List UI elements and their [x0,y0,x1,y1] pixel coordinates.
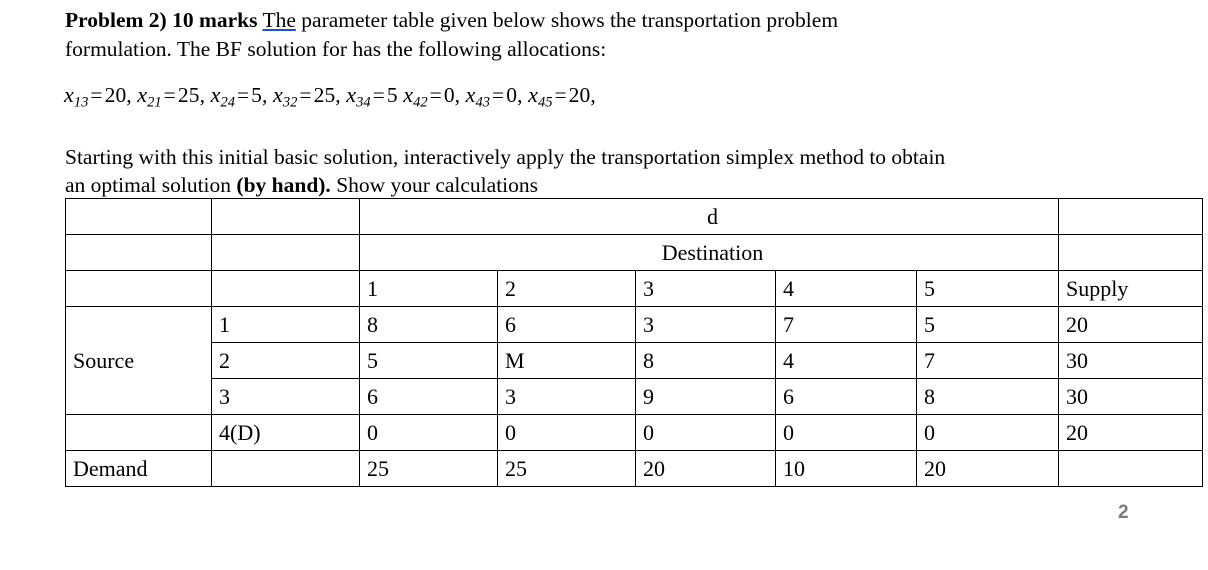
label-demand: Demand [66,451,212,487]
var-x-7: x [465,82,476,107]
eq-4: = [299,83,312,107]
var-x-8: x [528,82,538,107]
cost-2-3: 8 [636,343,776,379]
header-destination-2: 2 [498,271,636,307]
val-2: 25, [177,83,206,107]
cost-4-3: 0 [636,415,776,451]
cell-destination-title: Destination [360,235,1059,271]
eq-5: = [372,83,385,107]
cell-blank-r1c1 [66,199,212,235]
table-row-source-2 [66,343,1203,379]
cost-2-5: 7 [917,343,1059,379]
cost-4-5: 0 [917,415,1059,451]
demand-3: 20 [636,451,776,487]
eq-3: = [236,83,250,107]
val-7: 0, [506,83,523,107]
sub-5: 34 [356,94,371,111]
var-x-5: x [346,82,357,107]
sub-8: 45 [537,94,553,111]
eq-8: = [554,83,567,107]
demand-5: 20 [917,451,1059,487]
allocation-term-7 [465,82,523,111]
var-x-1: x [64,82,74,107]
cell-blank-r8c2 [212,451,360,487]
sub-4: 32 [282,94,298,111]
val-4: 25, [313,83,341,107]
sub-1: 13 [73,94,89,111]
sub-7: 43 [475,94,491,111]
table-row-column-headers [66,271,1203,307]
cost-1-2: 6 [498,307,636,343]
cell-blank-r2c2 [212,235,360,271]
header-destination-3: 3 [636,271,776,307]
source-4-label: 4(D) [212,415,360,451]
allocation-term-2 [137,82,206,111]
allocations-math-line [64,82,596,112]
eq-1: = [90,83,103,107]
cost-2-2: M [498,343,636,379]
cost-1-3: 3 [636,307,776,343]
intro-paragraph [65,6,1147,63]
cost-2-1: 5 [360,343,498,379]
cost-3-1: 6 [360,379,498,415]
sub-2: 21 [147,94,162,111]
supply-2: 30 [1059,343,1203,379]
header-destination-4: 4 [776,271,917,307]
allocation-term-6 [403,82,461,111]
source-3-label: 3 [212,379,360,415]
instruction-line-2-pre: an optimal solution [65,172,237,197]
instruction-line-2 [65,172,1150,200]
allocation-term-3 [210,82,268,111]
header-destination-5: 5 [917,271,1059,307]
allocation-term-1 [64,82,132,111]
allocation-term-5 [346,82,398,111]
eq-2: = [163,83,176,107]
cost-1-5: 5 [917,307,1059,343]
instruction-paragraph [65,144,1150,199]
source-2-label: 2 [212,343,360,379]
cost-4-1: 0 [360,415,498,451]
label-source: Source [66,307,212,415]
header-destination-1: 1 [360,271,498,307]
table-row-demand [66,451,1203,487]
intro-line-2: formulation. The BF solution for has the following allocations: [65,36,607,61]
cost-3-3: 9 [636,379,776,415]
cost-2-4: 4 [776,343,917,379]
var-x-4: x [272,82,283,107]
demand-1: 25 [360,451,498,487]
problem-heading: Problem 2) 10 marks [65,8,258,32]
header-supply: Supply [1059,271,1203,307]
table-row-source-1 [66,307,1203,343]
cost-4-4: 0 [776,415,917,451]
cost-3-2: 3 [498,379,636,415]
eq-6: = [429,83,442,107]
cell-blank-r3c2 [212,271,360,307]
cost-1-4: 7 [776,307,917,343]
val-6: 0, [443,83,461,107]
cell-blank-r1c2 [212,199,360,235]
supply-4: 20 [1059,415,1203,451]
sub-6: 42 [413,94,428,111]
page-number: 2 [1118,502,1129,523]
val-3: 5, [251,83,268,107]
cell-blank-r2c8 [1059,235,1203,271]
instruction-line-1: Starting with this initial basic solution, interactively apply the transportation simplex method to obtain [65,145,946,169]
instruction-line-2-post: Show your calculations [330,172,539,197]
cost-3-5: 8 [917,379,1059,415]
sub-3: 24 [220,94,235,111]
parameter-table-wrapper [65,198,1203,487]
val-5: 5 [386,83,398,107]
allocation-term-4 [272,82,341,111]
allocation-term-8 [528,82,596,111]
cell-blank-r8c8 [1059,451,1203,487]
var-x-2: x [137,82,148,107]
supply-1: 20 [1059,307,1203,343]
cost-3-4: 6 [776,379,917,415]
intro-line-1 [65,6,1147,35]
val-8: 20, [568,83,596,107]
cell-d-title: d [360,199,1059,235]
var-x-6: x [403,82,414,107]
table-row-d-title [66,199,1203,235]
by-hand-emphasis: (by hand). [236,172,331,197]
cell-blank-r1c8 [1059,199,1203,235]
cell-blank-r7c1 [66,415,212,451]
cell-blank-r2c1 [66,235,212,271]
table-row-source-4 [66,415,1203,451]
val-1: 20, [104,83,132,107]
demand-4: 10 [776,451,917,487]
the-link[interactable]: The [262,8,296,32]
cost-4-2: 0 [498,415,636,451]
demand-2: 25 [498,451,636,487]
transportation-parameter-table [65,198,1203,487]
var-x-3: x [210,82,221,107]
cost-1-1: 8 [360,307,498,343]
source-1-label: 1 [212,307,360,343]
cell-blank-r3c1 [66,271,212,307]
supply-3: 30 [1059,379,1203,415]
table-row-source-3 [66,379,1203,415]
table-row-destination-title [66,235,1203,271]
intro-line-1-rest: parameter table given below shows the transportation problem [295,8,839,32]
eq-7: = [492,83,505,107]
